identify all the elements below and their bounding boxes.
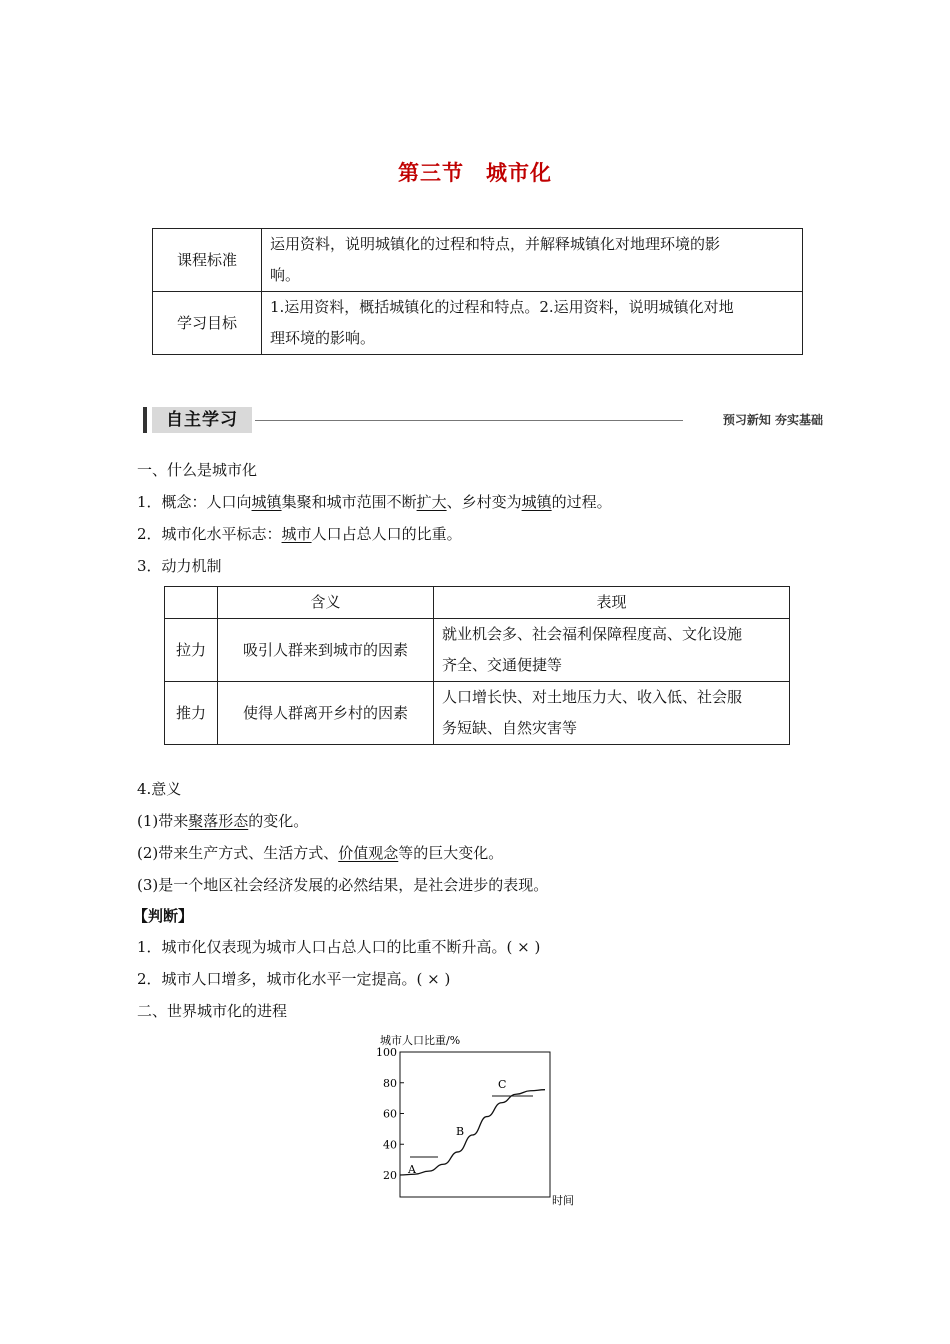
blank-answer: 城镇 [251,493,282,511]
table-row [153,229,803,292]
x-axis-label: 时间 [552,1194,574,1207]
banner-subtitle: 预习新知 夯实基础 [722,413,823,427]
curriculum-table [152,228,803,355]
page-title [0,157,950,187]
y-tick-label: 60 [383,1107,397,1121]
blank-answer: 城市 [281,525,312,543]
row-content [262,292,803,355]
judge-question-1: 1．城市化仅表现为城市人口占总人口的比重不断升高。( × ) [137,938,541,956]
column-header [165,587,218,619]
blank-answer: 聚落形态 [188,812,249,830]
table-row [165,682,790,745]
section-topic: 城市化 [486,161,552,185]
heading-world-urbanization: 二、世界城市化的进程 [137,1002,288,1020]
row-content [262,229,803,292]
level-line: 2．城市化水平标志：城市人口占总人口的比重。 [137,525,462,543]
force-manifestation: 就业机会多、社会福利保障程度高、文化设施 齐全、交通便捷等 [434,619,790,682]
judge-question-2: 2．城市人口增多，城市化水平一定提高。( × ) [137,970,451,988]
significance-heading: 4.意义 [137,780,182,798]
concept-line: 1．概念：人口向城镇集聚和城市范围不断扩大、乡村变为城镇的过程。 [137,493,612,511]
table-header-row [165,587,790,619]
force-name: 拉力 [165,619,218,682]
table-row [165,619,790,682]
significance-item-1: (1)带来聚落形态的变化。 [137,812,309,830]
stage-label-b: B [456,1125,465,1138]
stage-label-c: C [498,1078,507,1091]
banner-heading: 自主学习 [152,407,252,433]
content-line: 响。 [270,266,301,284]
urbanization-chart [340,1030,590,1210]
y-tick-label: 40 [383,1138,397,1152]
section-banner [143,404,823,436]
banner-rule [255,420,683,421]
significance-item-2: (2)带来生产方式、生活方式、价值观念等的巨大变化。 [137,844,504,862]
plot-frame [400,1052,550,1197]
row-label: 学习目标 [153,292,262,355]
blank-answer: 扩大 [416,493,447,511]
content-line: 1.运用资料，概括城镇化的过程和特点。2.运用资料，说明城镇化对地 [270,298,734,316]
column-header: 含义 [218,587,434,619]
blank-answer: 价值观念 [338,844,399,862]
stage-label-a: A [408,1163,416,1176]
urbanization-curve [400,1090,545,1175]
heading-what-is-urbanization: 一、什么是城市化 [137,461,258,479]
content-line: 运用资料，说明城镇化的过程和特点，并解释城镇化对地理环境的影 [270,235,721,253]
y-tick-label: 20 [383,1169,397,1182]
significance-item-3: (3)是一个地区社会经济发展的必然结果，是社会进步的表现。 [137,876,549,894]
y-axis-label: 城市人口比重/% [380,1034,461,1047]
section-number: 第三节 [398,161,464,185]
force-meaning: 使得人群离开乡村的因素 [218,682,434,745]
y-tick-label: 100 [376,1046,397,1059]
table-row [153,292,803,355]
row-label: 课程标准 [153,229,262,292]
y-tick-label: 80 [383,1076,397,1090]
column-header: 表现 [434,587,790,619]
force-name: 推力 [165,682,218,745]
content-line: 理环境的影响。 [270,329,376,347]
judge-heading: 【判断】 [133,907,194,925]
force-meaning: 吸引人群来到城市的因素 [218,619,434,682]
blank-answer: 城镇 [521,493,552,511]
mechanism-heading: 3．动力机制 [137,557,222,575]
mechanism-table [164,586,790,745]
force-manifestation: 人口增长快、对土地压力大、收入低、社会服 务短缺、自然灾害等 [434,682,790,745]
banner-mark [143,407,147,433]
